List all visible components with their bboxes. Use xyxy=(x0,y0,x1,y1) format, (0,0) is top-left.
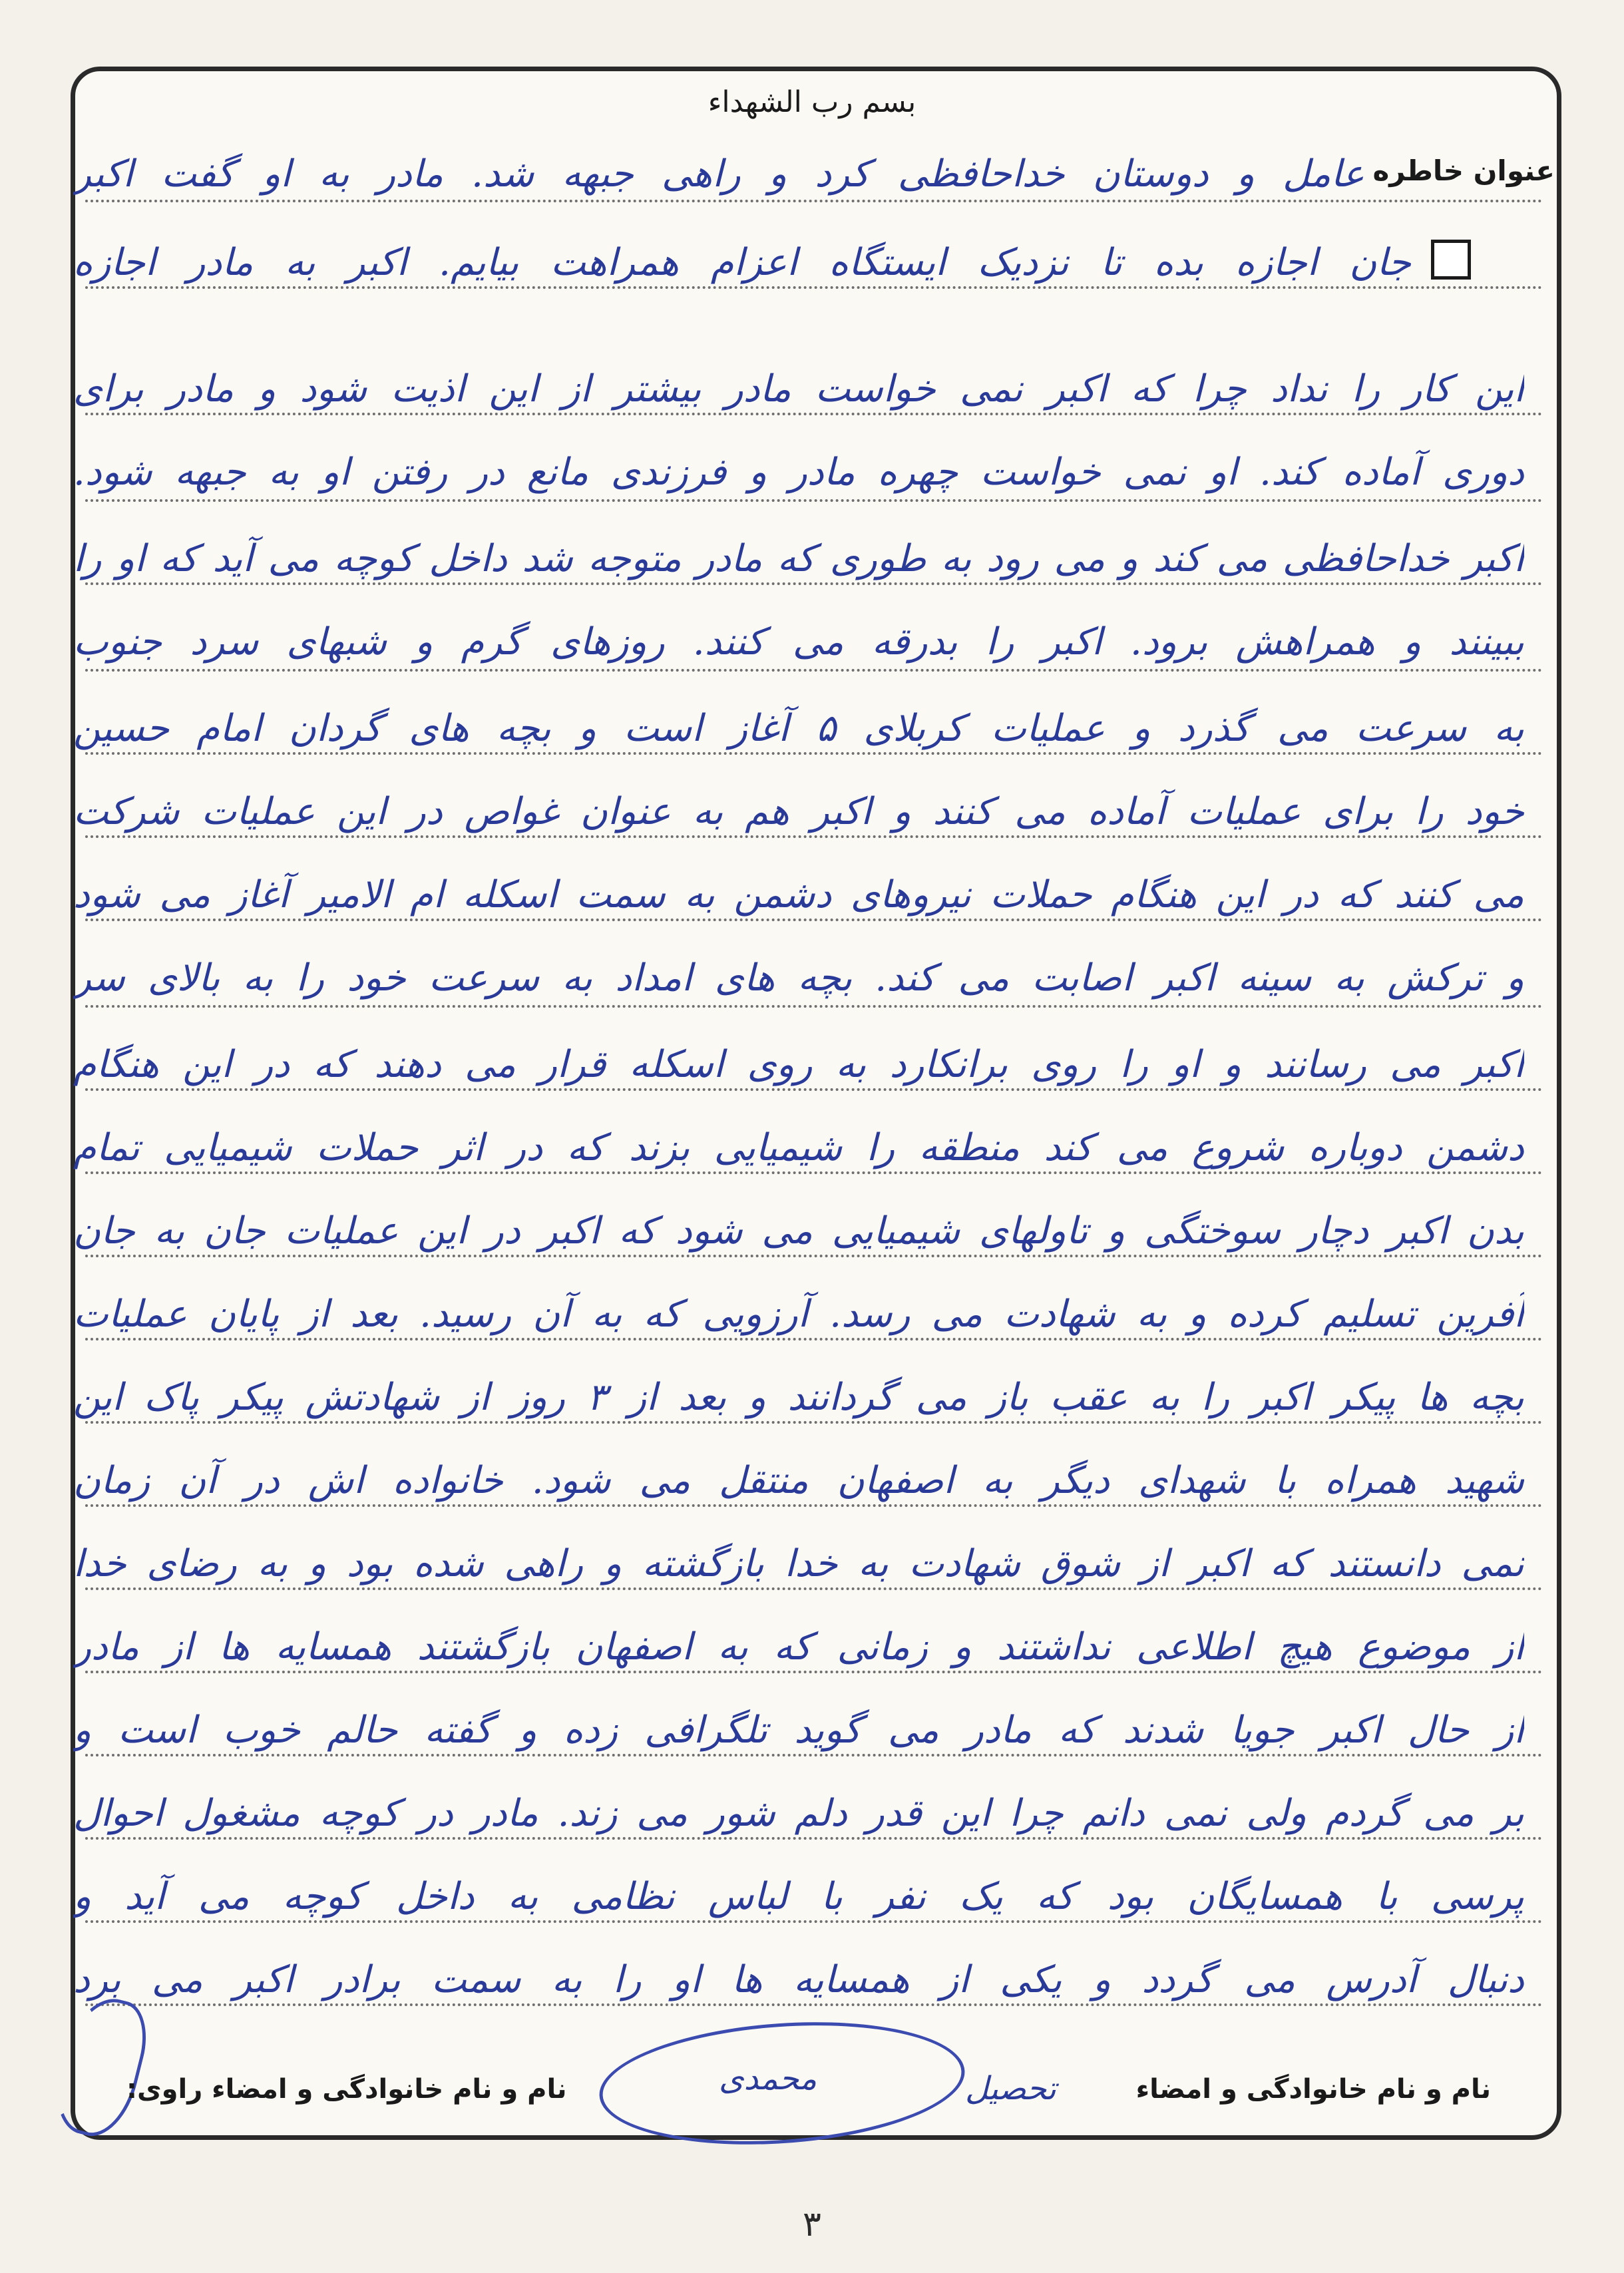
handwritten-line: نمی دانستند که اکبر از شوق شهادت به خدا بازگشته و راهی شده بود و به رضای خدا xyxy=(73,1542,1524,1585)
handwritten-line: دنبال آدرس می گردد و یکی از همسایه ها او را به سمت برادر اکبر می برد xyxy=(73,1958,1524,2001)
page-number: ۳ xyxy=(803,2204,821,2244)
handwritten-line: دشمن دوباره شروع می کند منطقه را شیمیایی بزند که در اثر حملات شیمیایی تمام xyxy=(73,1126,1524,1169)
handwritten-line: دوری آماده کند. او نمی خواست چهره مادر و فرزندی مانع در رفتن او به جبهه شود. xyxy=(73,451,1524,494)
handwritten-line: عامل و دوستان خداحافظی کرد و راهی جبهه شد. مادر به او گفت اکبر xyxy=(73,152,1364,196)
handwritten-line: بچه ها پیکر اکبر را به عقب باز می گردانند و بعد از ۳ روز از شهادتش پیکر پاک این xyxy=(73,1376,1524,1419)
handwritten-line: آفرین تسلیم کرده و به شهادت می رسد. آرزویی که به آن رسید. بعد از پایان عملیات xyxy=(73,1293,1524,1336)
handwritten-line: و ترکش به سینه اکبر اصابت می کند. بچه های امداد به سرعت خود را به بالای سر xyxy=(73,956,1524,1000)
handwritten-line: این کار را نداد چرا که اکبر نمی خواست مادر بیشتر از این اذیت شود و مادر برای xyxy=(73,367,1524,411)
handwritten-line: پرسی با همسایگان بود که یک نفر با لباس نظامی به داخل کوچه می آید و xyxy=(73,1875,1524,1918)
handwritten-line: از موضوع هیچ اطلاعی نداشتند و زمانی که به اصفهان بازگشتند همسایه ها از مادر xyxy=(73,1625,1524,1669)
handwritten-line: از حال اکبر جویا شدند که مادر می گوید تلگرافی زده و گفته حالم خوب است و xyxy=(73,1709,1524,1752)
handwritten-line: بدن اکبر دچار سوختگی و تاولهای شیمیایی می شود که اکبر در این عملیات جان به جان xyxy=(73,1209,1524,1253)
stamp-signature-ink: محمدی xyxy=(719,2060,817,2097)
memory-title-label: عنوان خاطره xyxy=(1372,154,1555,187)
handwritten-line: جان اجازه بده تا نزدیک ایستگاه اعزام همراهت بیایم. اکبر به مادر اجازه xyxy=(73,241,1411,284)
page-header-title: بسم رب الشهداء xyxy=(708,85,916,119)
writer-signature-label: نام و نام خانوادگی و امضاء xyxy=(1135,2074,1491,2105)
handwritten-line: می کنند که در این هنگام حملات نیروهای دشمن به سمت اسکله ام الامیر آغاز می شود xyxy=(73,873,1524,917)
handwritten-line: خود را برای عملیات آماده می کنند و اکبر هم به عنوان غواص در این عملیات شرکت xyxy=(73,790,1524,833)
handwritten-line: ببینند و همراهش برود. اکبر را بدرقه می کنند. روزهای گرم و شبهای سرد جنوب xyxy=(73,620,1524,664)
handwritten-line: اکبر خداحافظی می کند و می رود به طوری که مادر متوجه شد داخل کوچه می آید که او را xyxy=(73,537,1524,580)
handwritten-line: اکبر می رسانند و او را روی برانکارد به روی اسکله قرار می دهند که در این هنگام xyxy=(73,1043,1524,1086)
writer-signature-ink: تحصیل xyxy=(965,2070,1056,2107)
handwritten-line: شهید همراه با شهدای دیگر به اصفهان منتقل می شود. خانواده اش در آن زمان xyxy=(73,1459,1524,1502)
narrator-signature-label: نام و نام خانوادگی و امضاء راوی: xyxy=(126,2074,567,2105)
handwritten-line: بر می گردم ولی نمی دانم چرا این قدر دلم شور می زند. مادر در کوچه مشغول احوال xyxy=(73,1792,1524,1835)
memory-checkbox[interactable] xyxy=(1431,240,1471,280)
handwritten-line: به سرعت می گذرد و عملیات کربلای ۵ آغاز است و بچه های گردان امام حسین xyxy=(73,707,1524,750)
